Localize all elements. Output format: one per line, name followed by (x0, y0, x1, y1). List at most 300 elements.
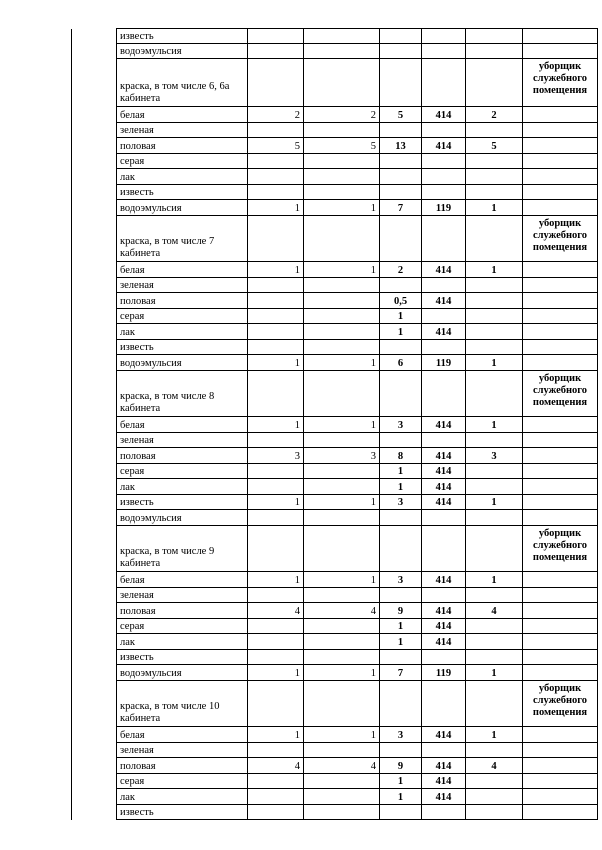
count-cell: 5 (466, 138, 523, 154)
note-cell (523, 433, 598, 448)
code-cell (422, 340, 466, 355)
qty-col-a-cell (248, 774, 304, 789)
item-name-cell: известь (117, 495, 248, 510)
qty-col-a-cell (248, 510, 304, 526)
qty-col-a-cell (248, 634, 304, 650)
item-name-cell: белая (117, 262, 248, 278)
table-row (72, 107, 598, 123)
code-cell (422, 169, 466, 185)
item-name-cell: серая (117, 154, 248, 169)
item-name-cell: лак (117, 324, 248, 340)
qty-col-a-cell (248, 479, 304, 495)
qty-col-a-cell (248, 59, 304, 107)
count-cell (466, 510, 523, 526)
note-cell (523, 619, 598, 634)
index-cell (72, 433, 117, 448)
amount-cell: 1 (380, 789, 422, 805)
qty-col-b-cell (304, 324, 380, 340)
note-cell (523, 138, 598, 154)
amount-cell: 13 (380, 138, 422, 154)
table-row (72, 665, 598, 681)
qty-col-b-cell (304, 309, 380, 324)
qty-col-a-cell (248, 324, 304, 340)
count-cell: 1 (466, 417, 523, 433)
index-cell (72, 479, 117, 495)
item-name-cell: половая (117, 603, 248, 619)
index-cell (72, 138, 117, 154)
code-cell (422, 278, 466, 293)
index-cell (72, 448, 117, 464)
count-cell: 2 (466, 107, 523, 123)
qty-col-a-cell (248, 805, 304, 820)
code-cell: 414 (422, 619, 466, 634)
qty-col-b-cell (304, 464, 380, 479)
qty-col-b-cell: 5 (304, 138, 380, 154)
item-name-cell: лак (117, 479, 248, 495)
qty-col-b-cell (304, 619, 380, 634)
count-cell (466, 588, 523, 603)
count-cell: 4 (466, 603, 523, 619)
qty-col-b-cell (304, 154, 380, 169)
index-cell (72, 619, 117, 634)
qty-col-a-cell (248, 340, 304, 355)
code-cell: 414 (422, 774, 466, 789)
count-cell (466, 29, 523, 44)
section-header-row (72, 681, 598, 727)
code-cell (422, 433, 466, 448)
code-cell: 414 (422, 293, 466, 309)
note-cell (523, 448, 598, 464)
index-cell (72, 44, 117, 59)
code-cell: 119 (422, 665, 466, 681)
count-cell (466, 185, 523, 200)
index-cell (72, 123, 117, 138)
qty-col-b-cell: 1 (304, 572, 380, 588)
count-cell (466, 169, 523, 185)
qty-col-a-cell (248, 29, 304, 44)
count-cell (466, 774, 523, 789)
qty-col-a-cell: 1 (248, 495, 304, 510)
note-cell (523, 44, 598, 59)
index-cell (72, 650, 117, 665)
table-row (72, 464, 598, 479)
code-cell: 414 (422, 464, 466, 479)
amount-cell (380, 29, 422, 44)
code-cell: 414 (422, 417, 466, 433)
item-name-cell: половая (117, 448, 248, 464)
count-cell: 3 (466, 448, 523, 464)
count-cell (466, 805, 523, 820)
note-cell (523, 309, 598, 324)
code-cell (422, 371, 466, 417)
table-row (72, 603, 598, 619)
qty-col-b-cell (304, 185, 380, 200)
qty-col-b-cell: 4 (304, 603, 380, 619)
code-cell (422, 309, 466, 324)
code-cell (422, 216, 466, 262)
note-cell (523, 154, 598, 169)
note-cell (523, 464, 598, 479)
index-cell (72, 805, 117, 820)
item-name-cell: водоэмульсия (117, 510, 248, 526)
note-cell (523, 634, 598, 650)
item-name-cell: половая (117, 758, 248, 774)
item-name-cell: известь (117, 650, 248, 665)
amount-cell: 1 (380, 774, 422, 789)
code-cell: 119 (422, 355, 466, 371)
qty-col-b-cell: 1 (304, 665, 380, 681)
amount-cell: 9 (380, 603, 422, 619)
note-cell (523, 805, 598, 820)
item-name-cell: белая (117, 727, 248, 743)
table-row (72, 293, 598, 309)
amount-cell (380, 433, 422, 448)
qty-col-a-cell (248, 789, 304, 805)
qty-col-b-cell (304, 371, 380, 417)
table-row (72, 758, 598, 774)
item-name-cell: лак (117, 169, 248, 185)
code-cell (422, 59, 466, 107)
amount-cell: 7 (380, 665, 422, 681)
amount-cell: 9 (380, 758, 422, 774)
index-cell (72, 417, 117, 433)
index-cell (72, 216, 117, 262)
note-cell (523, 588, 598, 603)
count-cell: 4 (466, 758, 523, 774)
index-cell (72, 464, 117, 479)
note-cell (523, 185, 598, 200)
index-cell (72, 603, 117, 619)
code-cell (422, 44, 466, 59)
qty-col-b-cell (304, 526, 380, 572)
table-row (72, 123, 598, 138)
count-cell (466, 789, 523, 805)
amount-cell: 1 (380, 634, 422, 650)
item-name-cell: белая (117, 572, 248, 588)
note-cell (523, 169, 598, 185)
code-cell: 414 (422, 758, 466, 774)
qty-col-a-cell (248, 650, 304, 665)
note-cell: уборщик служебного помещения (523, 59, 598, 107)
index-cell (72, 293, 117, 309)
amount-cell (380, 44, 422, 59)
amount-cell (380, 154, 422, 169)
index-cell (72, 634, 117, 650)
index-cell (72, 789, 117, 805)
count-cell: 1 (466, 355, 523, 371)
qty-col-b-cell: 1 (304, 355, 380, 371)
qty-col-b-cell (304, 169, 380, 185)
table-row (72, 185, 598, 200)
qty-col-a-cell (248, 681, 304, 727)
table-row (72, 138, 598, 154)
note-cell (523, 123, 598, 138)
table-row (72, 743, 598, 758)
table-row (72, 634, 598, 650)
amount-cell: 3 (380, 572, 422, 588)
table-row (72, 588, 598, 603)
code-cell: 414 (422, 262, 466, 278)
code-cell: 414 (422, 634, 466, 650)
note-cell (523, 743, 598, 758)
item-name-cell: зеленая (117, 278, 248, 293)
amount-cell: 8 (380, 448, 422, 464)
qty-col-a-cell (248, 293, 304, 309)
count-cell (466, 681, 523, 727)
index-cell (72, 340, 117, 355)
count-cell (466, 433, 523, 448)
amount-cell: 0,5 (380, 293, 422, 309)
note-cell (523, 417, 598, 433)
item-name-cell: серая (117, 309, 248, 324)
qty-col-b-cell (304, 340, 380, 355)
table-row (72, 44, 598, 59)
item-name-cell: зеленая (117, 123, 248, 138)
qty-col-a-cell: 1 (248, 262, 304, 278)
count-cell (466, 619, 523, 634)
count-cell (466, 44, 523, 59)
count-cell (466, 634, 523, 650)
note-cell (523, 262, 598, 278)
qty-col-b-cell: 1 (304, 417, 380, 433)
item-name-cell: зеленая (117, 588, 248, 603)
qty-col-b-cell (304, 293, 380, 309)
code-cell (422, 154, 466, 169)
table-row (72, 200, 598, 216)
index-cell (72, 526, 117, 572)
index-cell (72, 278, 117, 293)
table-row (72, 309, 598, 324)
qty-col-a-cell (248, 588, 304, 603)
note-cell (523, 572, 598, 588)
code-cell: 414 (422, 603, 466, 619)
index-cell (72, 510, 117, 526)
index-cell (72, 29, 117, 44)
count-cell: 1 (466, 200, 523, 216)
amount-cell: 6 (380, 355, 422, 371)
amount-cell (380, 805, 422, 820)
note-cell (523, 495, 598, 510)
note-cell (523, 650, 598, 665)
item-name-cell: водоэмульсия (117, 355, 248, 371)
qty-col-b-cell (304, 44, 380, 59)
table-row (72, 169, 598, 185)
amount-cell: 1 (380, 464, 422, 479)
item-name-cell: краска, в том числе 8 кабинета (117, 371, 248, 417)
qty-col-a-cell: 1 (248, 355, 304, 371)
index-cell (72, 588, 117, 603)
qty-col-b-cell (304, 681, 380, 727)
code-cell (422, 526, 466, 572)
qty-col-a-cell (248, 309, 304, 324)
code-cell: 414 (422, 572, 466, 588)
index-cell (72, 758, 117, 774)
table-row (72, 789, 598, 805)
code-cell (422, 650, 466, 665)
item-name-cell: краска, в том числе 9 кабинета (117, 526, 248, 572)
amount-cell (380, 185, 422, 200)
note-cell (523, 727, 598, 743)
table-row (72, 262, 598, 278)
supplies-table (71, 28, 598, 820)
qty-col-b-cell (304, 789, 380, 805)
index-cell (72, 154, 117, 169)
code-cell (422, 743, 466, 758)
note-cell (523, 665, 598, 681)
amount-cell (380, 650, 422, 665)
amount-cell: 3 (380, 417, 422, 433)
code-cell (422, 510, 466, 526)
qty-col-b-cell (304, 278, 380, 293)
qty-col-a-cell (248, 526, 304, 572)
count-cell: 1 (466, 727, 523, 743)
note-cell (523, 479, 598, 495)
code-cell: 414 (422, 479, 466, 495)
code-cell (422, 588, 466, 603)
qty-col-b-cell (304, 479, 380, 495)
item-name-cell: краска, в том числе 6, 6а кабинета (117, 59, 248, 107)
qty-col-a-cell: 1 (248, 665, 304, 681)
count-cell (466, 154, 523, 169)
item-name-cell: половая (117, 138, 248, 154)
code-cell: 414 (422, 138, 466, 154)
count-cell (466, 526, 523, 572)
qty-col-b-cell (304, 588, 380, 603)
qty-col-a-cell: 4 (248, 758, 304, 774)
note-cell (523, 510, 598, 526)
qty-col-a-cell (248, 44, 304, 59)
count-cell: 1 (466, 495, 523, 510)
item-name-cell: серая (117, 774, 248, 789)
qty-col-a-cell: 5 (248, 138, 304, 154)
note-cell (523, 278, 598, 293)
index-cell (72, 262, 117, 278)
note-cell (523, 324, 598, 340)
qty-col-b-cell (304, 433, 380, 448)
count-cell (466, 324, 523, 340)
amount-cell: 1 (380, 479, 422, 495)
item-name-cell: водоэмульсия (117, 44, 248, 59)
amount-cell (380, 59, 422, 107)
qty-col-b-cell: 1 (304, 727, 380, 743)
qty-col-b-cell: 1 (304, 495, 380, 510)
qty-col-a-cell (248, 154, 304, 169)
count-cell (466, 464, 523, 479)
count-cell: 1 (466, 262, 523, 278)
count-cell (466, 371, 523, 417)
code-cell: 414 (422, 789, 466, 805)
item-name-cell: зеленая (117, 433, 248, 448)
amount-cell (380, 588, 422, 603)
note-cell (523, 789, 598, 805)
qty-col-a-cell: 1 (248, 200, 304, 216)
qty-col-a-cell: 2 (248, 107, 304, 123)
table-row (72, 417, 598, 433)
qty-col-a-cell (248, 123, 304, 138)
qty-col-a-cell (248, 278, 304, 293)
item-name-cell: лак (117, 789, 248, 805)
amount-cell (380, 371, 422, 417)
item-name-cell: серая (117, 464, 248, 479)
code-cell: 414 (422, 324, 466, 340)
note-cell: уборщик служебного помещения (523, 681, 598, 727)
qty-col-b-cell (304, 634, 380, 650)
amount-cell (380, 216, 422, 262)
qty-col-b-cell: 3 (304, 448, 380, 464)
item-name-cell: краска, в том числе 10 кабинета (117, 681, 248, 727)
section-header-row (72, 216, 598, 262)
qty-col-a-cell (248, 433, 304, 448)
section-header-row (72, 526, 598, 572)
amount-cell: 5 (380, 107, 422, 123)
item-name-cell: белая (117, 107, 248, 123)
table-row (72, 340, 598, 355)
table-row (72, 278, 598, 293)
index-cell (72, 324, 117, 340)
code-cell (422, 29, 466, 44)
index-cell (72, 59, 117, 107)
amount-cell (380, 743, 422, 758)
table-row (72, 650, 598, 665)
table-row (72, 727, 598, 743)
amount-cell (380, 681, 422, 727)
qty-col-a-cell: 1 (248, 727, 304, 743)
table-row (72, 324, 598, 340)
amount-cell: 3 (380, 727, 422, 743)
count-cell (466, 340, 523, 355)
qty-col-b-cell: 2 (304, 107, 380, 123)
qty-col-a-cell: 1 (248, 417, 304, 433)
index-cell (72, 495, 117, 510)
code-cell (422, 681, 466, 727)
amount-cell: 1 (380, 309, 422, 324)
amount-cell (380, 169, 422, 185)
table-row (72, 479, 598, 495)
count-cell (466, 59, 523, 107)
index-cell (72, 355, 117, 371)
code-cell: 414 (422, 107, 466, 123)
qty-col-a-cell (248, 464, 304, 479)
code-cell: 414 (422, 448, 466, 464)
qty-col-b-cell: 1 (304, 200, 380, 216)
index-cell (72, 371, 117, 417)
qty-col-b-cell (304, 59, 380, 107)
table-row (72, 510, 598, 526)
amount-cell (380, 278, 422, 293)
item-name-cell: водоэмульсия (117, 665, 248, 681)
item-name-cell: половая (117, 293, 248, 309)
table-row (72, 433, 598, 448)
supplies-table-body (72, 29, 598, 820)
section-header-row (72, 371, 598, 417)
index-cell (72, 665, 117, 681)
qty-col-b-cell (304, 743, 380, 758)
note-cell (523, 758, 598, 774)
code-cell (422, 185, 466, 200)
code-cell: 119 (422, 200, 466, 216)
amount-cell (380, 526, 422, 572)
item-name-cell: белая (117, 417, 248, 433)
qty-col-b-cell (304, 510, 380, 526)
amount-cell (380, 510, 422, 526)
count-cell (466, 479, 523, 495)
count-cell (466, 309, 523, 324)
item-name-cell: водоэмульсия (117, 200, 248, 216)
qty-col-a-cell (248, 185, 304, 200)
table-row (72, 29, 598, 44)
qty-col-b-cell (304, 123, 380, 138)
amount-cell: 2 (380, 262, 422, 278)
